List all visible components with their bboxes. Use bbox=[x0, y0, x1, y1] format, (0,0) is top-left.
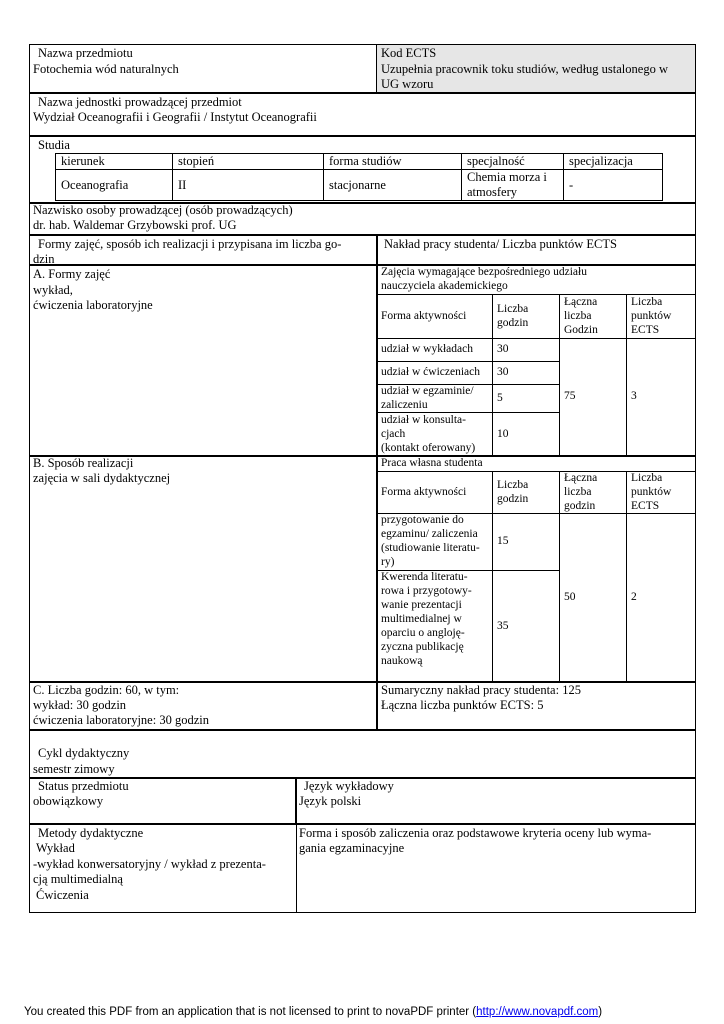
methods-label: Metody dydaktyczne bbox=[38, 826, 144, 840]
own-row-literature-6: zyczna publikację bbox=[381, 641, 464, 653]
contact-row-consult-hours: 10 bbox=[497, 428, 509, 440]
own-col-total: Łączna bbox=[564, 472, 598, 484]
own-total: 50 bbox=[564, 591, 576, 603]
contact-row-lectures: udział w wykładach bbox=[381, 343, 473, 355]
forms-b-title: B. Sposób realizacji bbox=[33, 456, 134, 470]
contact-col-form: Forma aktywności bbox=[381, 310, 467, 322]
contact-col-hours: Liczba bbox=[497, 303, 529, 315]
novapdf-footer bbox=[24, 1005, 602, 1020]
own-row-literature-5: oparciu o angloję- bbox=[381, 627, 465, 639]
forms-c-title: C. Liczba godzin: 60, w tym: bbox=[33, 683, 180, 697]
own-col-hours: Liczba bbox=[497, 479, 529, 491]
own-col-form: Forma aktywności bbox=[381, 486, 467, 498]
contact-row-consult-cont2: (kontakt oferowany) bbox=[381, 442, 476, 454]
course-value: Fotochemia wód naturalnych bbox=[33, 62, 179, 76]
contact-col-total-cont2: Godzin bbox=[564, 324, 598, 336]
ects-label: Kod ECTS bbox=[381, 46, 437, 60]
studies-specialty-value-cont: atmosfery bbox=[467, 185, 517, 199]
forms-c-lecture: wykład: 30 godzin bbox=[33, 698, 127, 712]
studies-mode-value: stacjonarne bbox=[329, 178, 386, 192]
studies-header-specialization: specjalizacja bbox=[569, 154, 633, 168]
contact-col-hours-cont: godzin bbox=[497, 317, 529, 329]
own-col-ects-cont: punktów bbox=[631, 486, 672, 498]
studies-header-degree: stopień bbox=[178, 154, 215, 168]
contact-row-exam: udział w egzaminie/ bbox=[381, 385, 474, 397]
methods-lecture: Wykład bbox=[36, 841, 75, 855]
contact-title: Zajęcia wymagające bezpośredniego udziału bbox=[381, 266, 587, 278]
contact-row-exercises-hours: 30 bbox=[497, 366, 509, 378]
studies-specialty-value: Chemia morza i bbox=[467, 170, 547, 184]
assessment-label: Forma i sposób zaliczenia oraz podstawowe kryteria oceny lub wyma- bbox=[299, 826, 652, 840]
summary-workload: Sumaryczny nakład pracy studenta: 125 bbox=[381, 683, 581, 697]
forms-header-cont: dzin bbox=[33, 252, 55, 266]
ects-value: Uzupełnia pracownik toku studiów, według ustalonego w bbox=[381, 62, 668, 76]
contact-title-cont: nauczyciela akademickiego bbox=[381, 280, 508, 292]
studies-header-specialty: specjalność bbox=[467, 154, 525, 168]
contact-row-consult: udział w konsulta- bbox=[381, 414, 466, 426]
contact-ects: 3 bbox=[631, 390, 637, 402]
contact-col-ects-cont2: ECTS bbox=[631, 324, 660, 336]
own-row-literature-7: naukową bbox=[381, 655, 423, 667]
contact-col-total: Łączna bbox=[564, 296, 598, 308]
own-col-ects-cont2: ECTS bbox=[631, 500, 660, 512]
contact-row-exercises: udział w ćwiczeniach bbox=[381, 366, 480, 378]
course-label: Nazwa przedmiotu bbox=[38, 46, 133, 60]
own-col-total-cont: liczba bbox=[564, 486, 592, 498]
studies-specialization-value: - bbox=[569, 178, 574, 192]
footer-close: ) bbox=[598, 1006, 603, 1018]
own-row-exam-prep-4: ry) bbox=[381, 556, 395, 568]
contact-row-consult-cont: cjach bbox=[381, 428, 406, 440]
own-col-hours-cont: godzin bbox=[497, 493, 529, 505]
language-label: Język wykładowy bbox=[304, 779, 394, 793]
methods-lecture-detail: -wykład konwersatoryjny / wykład z prezenta- bbox=[33, 857, 266, 871]
forms-header: Formy zajęć, sposób ich realizacji i przypisana im liczba go- bbox=[38, 237, 342, 251]
own-row-literature: Kwerenda literatu- bbox=[381, 571, 468, 583]
studies-field-value: Oceanografia bbox=[61, 178, 129, 192]
own-col-ects: Liczba bbox=[631, 472, 663, 484]
contact-col-ects: Liczba bbox=[631, 296, 663, 308]
unit-label: Nazwa jednostki prowadzącej przedmiot bbox=[38, 95, 242, 109]
own-row-exam-prep: przygotowanie do bbox=[381, 514, 464, 526]
own-row-exam-prep-3: (studiowanie literatu- bbox=[381, 542, 480, 554]
cycle-label: Cykl dydaktyczny bbox=[38, 746, 130, 760]
lecturer-label: Nazwisko osoby prowadzącej (osób prowadzących) bbox=[33, 203, 293, 217]
forms-c-lab: ćwiczenia laboratoryjne: 30 godzin bbox=[33, 713, 209, 727]
forms-a-lab: ćwiczenia laboratoryjne bbox=[33, 298, 153, 312]
summary-ects: Łączna liczba punktów ECTS: 5 bbox=[381, 698, 544, 712]
contact-row-exam-cont: zaliczeniu bbox=[381, 399, 428, 411]
novapdf-link[interactable]: http://www.novapdf.com bbox=[476, 1006, 599, 1018]
contact-row-exam-hours: 5 bbox=[497, 392, 503, 404]
own-ects: 2 bbox=[631, 591, 637, 603]
cycle-value: semestr zimowy bbox=[33, 762, 115, 776]
studies-header-mode: forma studiów bbox=[329, 154, 402, 168]
contact-col-total-cont: liczba bbox=[564, 310, 592, 322]
forms-a-title: A. Formy zajęć bbox=[33, 267, 111, 281]
forms-a-lecture: wykład, bbox=[33, 283, 73, 297]
unit-value: Wydział Oceanografii i Geografii / Instytut Oceanografii bbox=[33, 110, 317, 124]
own-title: Praca własna studenta bbox=[381, 457, 483, 469]
own-row-literature-hours: 35 bbox=[497, 620, 509, 632]
contact-row-lectures-hours: 30 bbox=[497, 343, 509, 355]
contact-col-ects-cont: punktów bbox=[631, 310, 672, 322]
status-label: Status przedmiotu bbox=[38, 779, 129, 793]
own-row-literature-3: wanie prezentacji bbox=[381, 599, 462, 611]
workload-header: Nakład pracy studenta/ Liczba punktów ECTS bbox=[384, 237, 617, 251]
own-row-literature-4: multimedialnej w bbox=[381, 613, 462, 625]
language-value: Język polski bbox=[299, 794, 362, 808]
studies-degree-value: II bbox=[178, 178, 187, 192]
footer-text: You created this PDF from an application that is not licensed to print to novaPDF printer ( bbox=[24, 1006, 477, 1018]
status-value: obowiązkowy bbox=[33, 794, 104, 808]
forms-b-value: zajęcia w sali dydaktycznej bbox=[33, 471, 171, 485]
studies-label: Studia bbox=[38, 138, 70, 152]
contact-total: 75 bbox=[564, 390, 576, 402]
lecturer-value: dr. hab. Waldemar Grzybowski prof. UG bbox=[33, 218, 237, 232]
forms-b-cell bbox=[29, 455, 378, 683]
ects-value-cont: UG wzoru bbox=[381, 77, 434, 91]
own-col-total-cont2: godzin bbox=[564, 500, 596, 512]
own-row-exam-prep-2: egzaminu/ zaliczenia bbox=[381, 528, 478, 540]
own-row-exam-prep-hours: 15 bbox=[497, 535, 509, 547]
methods-lecture-detail-cont: cją multimedialną bbox=[33, 872, 123, 886]
forms-a-cell bbox=[29, 264, 378, 457]
assessment-label-cont: gania egzaminacyjne bbox=[299, 841, 405, 855]
methods-exercises: Ćwiczenia bbox=[36, 888, 89, 902]
studies-header-field: kierunek bbox=[61, 154, 105, 168]
own-row-literature-2: rowa i przygotowy- bbox=[381, 585, 472, 597]
